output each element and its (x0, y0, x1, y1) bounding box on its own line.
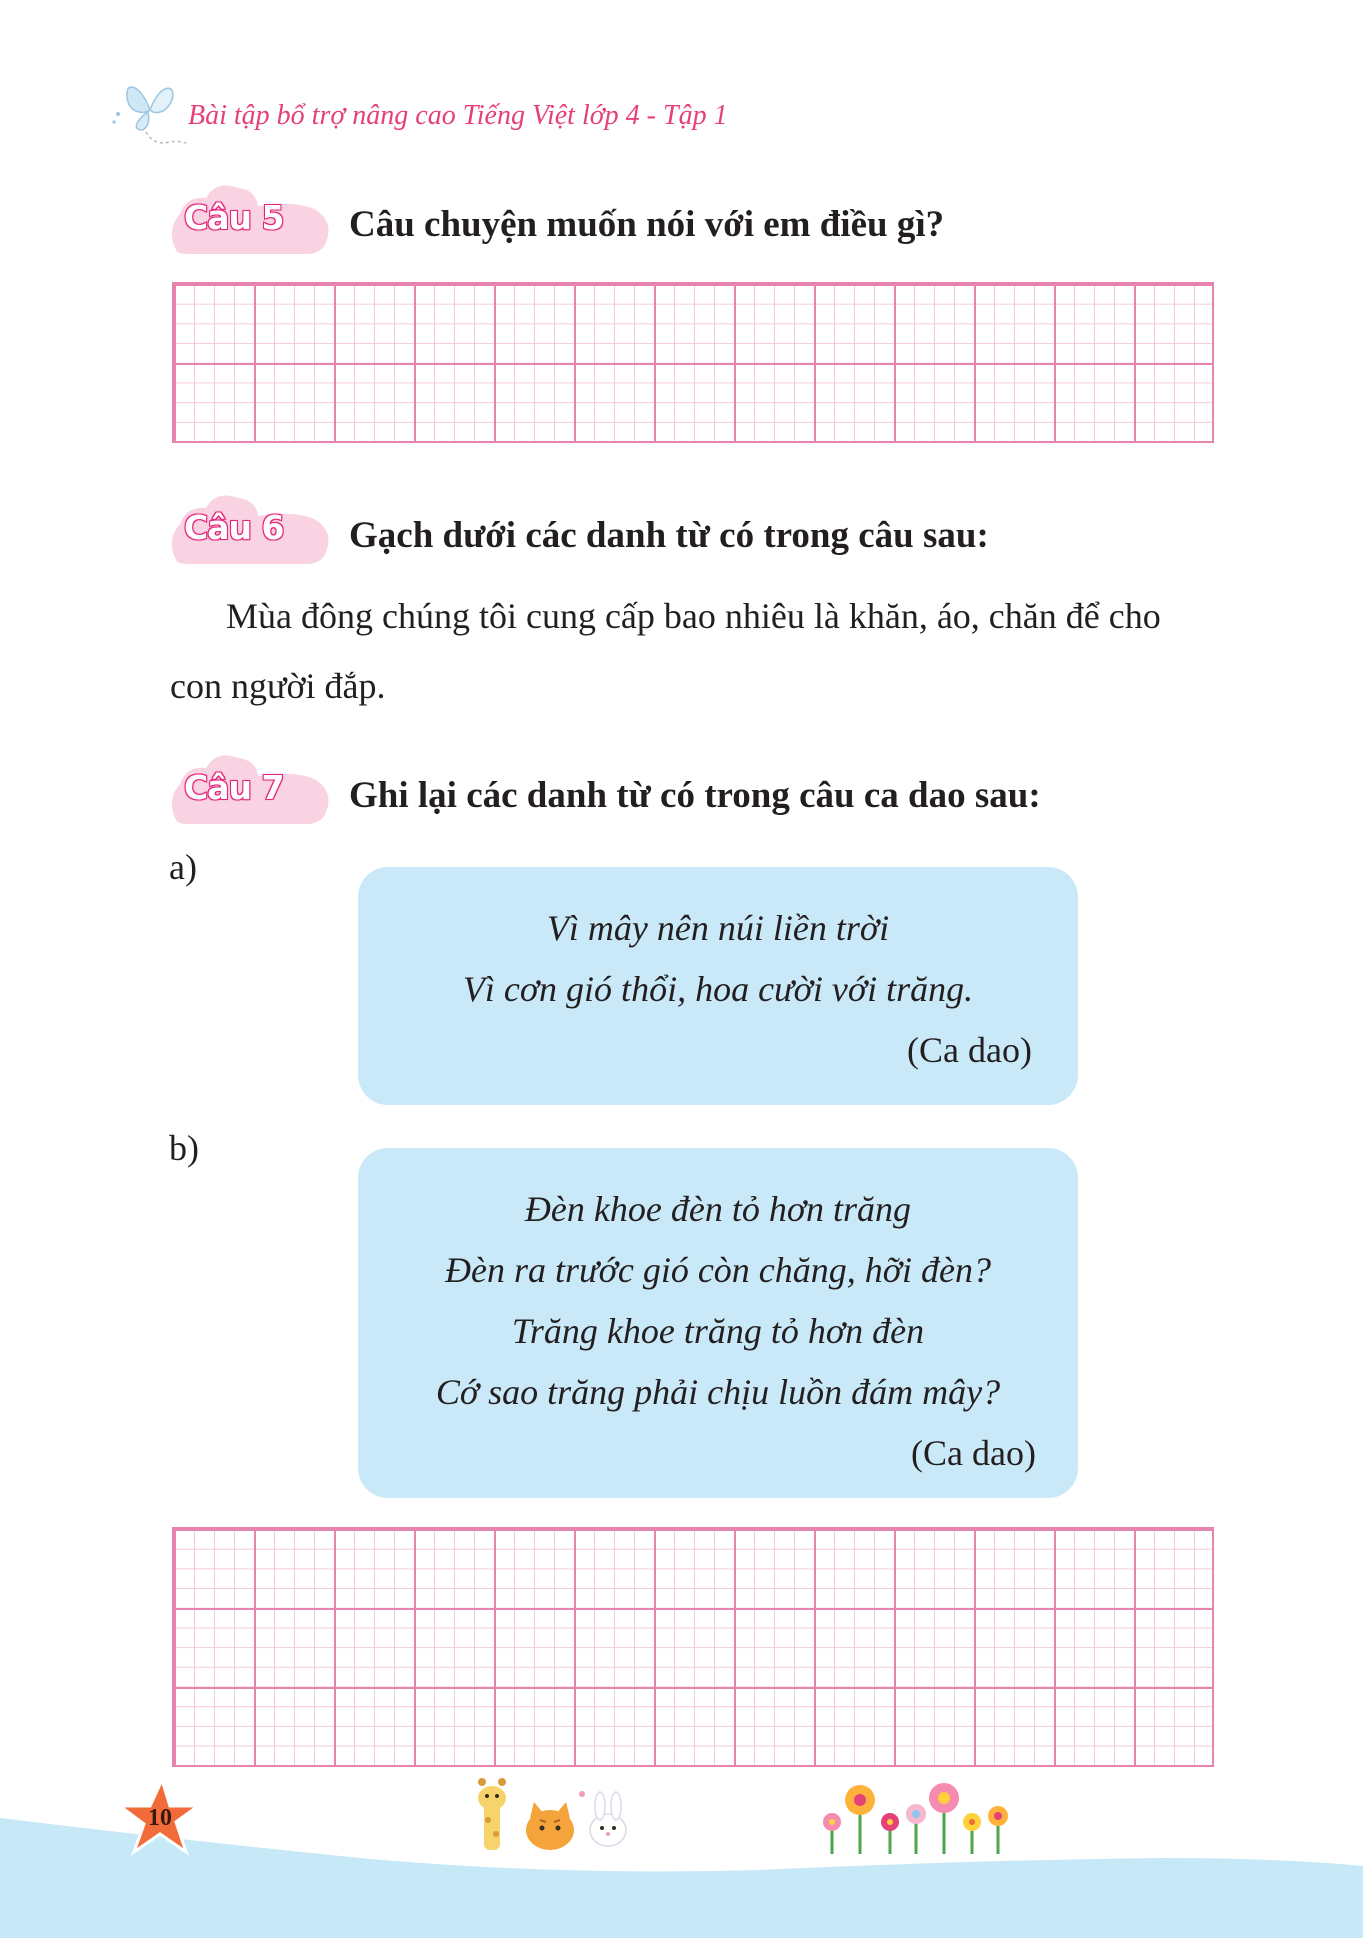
question-5-label: Câu 5 (184, 198, 284, 237)
poem-b-box (358, 1148, 1078, 1498)
poem-a-source: (Ca dao) (907, 1030, 1032, 1070)
question-5-writing-grid[interactable] (172, 282, 1214, 443)
question-6-sentence-line-1: Mùa đông chúng tôi cung cấp bao nhiêu là khăn, áo, chăn để cho (226, 596, 1161, 636)
footer-wave (0, 1800, 1363, 1938)
question-7-badge (166, 740, 334, 832)
header-title: Bài tập bổ trợ nâng cao Tiếng Việt lớp 4 - Tập 1 (188, 100, 728, 131)
poem-b-source: (Ca dao) (911, 1433, 1036, 1473)
poem-b-line-4: Cớ sao trăng phải chịu luồn đám mây? (435, 1372, 1001, 1412)
question-5-badge (166, 170, 334, 262)
page-number: 10 (148, 1805, 172, 1831)
question-6-sentence-line-2: con người đắp. (170, 666, 386, 706)
poem-a-line-2: Vì cơn gió thổi, hoa cười với trăng. (462, 969, 974, 1009)
question-6-badge (166, 480, 334, 572)
poem-b-line-3: Trăng khoe trăng tỏ hơn đèn (511, 1311, 925, 1351)
poem-b-line-2: Đèn ra trước gió còn chăng, hỡi đèn? (445, 1250, 991, 1290)
question-6-prompt: Gạch dưới các danh từ có trong câu sau: (349, 515, 989, 556)
question-7-prompt: Ghi lại các danh từ có trong câu ca dao sau: (349, 775, 1041, 816)
question-6-label: Câu 6 (184, 508, 284, 547)
animals-illustration-icon (470, 1776, 640, 1852)
poem-a-box (358, 867, 1078, 1105)
question-7-label: Câu 7 (184, 768, 284, 807)
butterfly-icon (110, 72, 192, 152)
poem-b-line-1: Đèn khoe đèn tỏ hơn trăng (524, 1189, 912, 1229)
part-b-label: b) (169, 1128, 199, 1168)
grid-major-lines (174, 1529, 1212, 1765)
question-5-prompt: Câu chuyện muốn nói với em điều gì? (349, 204, 945, 245)
question-7-writing-grid[interactable] (172, 1527, 1214, 1767)
flowers-illustration-icon (812, 1776, 1022, 1856)
part-a-label: a) (169, 847, 197, 887)
grid-major-lines (174, 284, 1212, 441)
poem-a-line-1: Vì mây nên núi liền trời (546, 908, 890, 948)
